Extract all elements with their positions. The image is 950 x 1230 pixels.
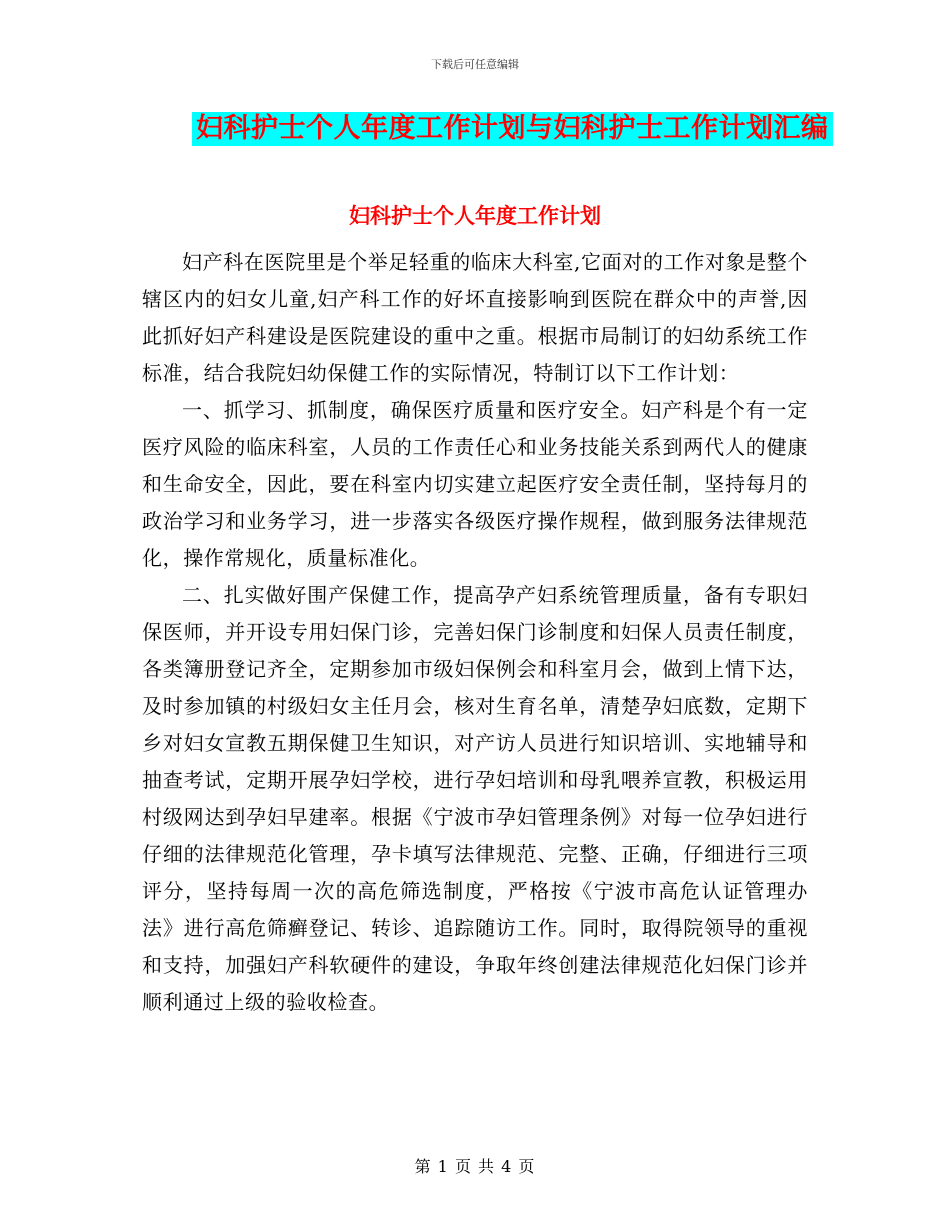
- page-header-note: 下载后可任意编辑: [431, 58, 519, 71]
- paragraph-item-2: 二、扎实做好围产保健工作，提高孕产妇系统管理质量，备有专职妇保医师，并开设专用妇保门诊，完善妇保门诊制度和妇保人员责任制度，各类簿册登记齐全，定期参加市级妇保例会和科室月会，做到上情下达，及时参加镇的村级妇女主任月会，核对生育名单，清楚孕妇底数，定期下乡对妇女宣教五期保健卫生知识，对产访人员进行知识培训、实地辅导和抽查考试，定期开展孕妇学校，进行孕妇培训和母乳喂养宣教，积极运用村级网达到孕妇早建率。根据《宁波市孕妇管理条例》对每一位孕妇进行仔细的法律规范化管理，孕卡填写法律规范、完整、正确，仔细进行三项评分，坚持每周一次的高危筛选制度，严格按《宁波市高危认证管理办法》进行高危筛癣登记、转诊、追踪随访工作。同时，取得院领导的重视和支持，加强妇产科软硬件的建设，争取年终创建法律规范化妇保门诊并顺利通过上级的验收检查。: [142, 583, 808, 1014]
- page-number-footer: 第 1 页 共 4 页: [414, 1157, 536, 1176]
- paragraph-item-1: 一、抓学习、抓制度，确保医疗质量和医疗安全。妇产科是个有一定医疗风险的临床科室，人员的工作责任心和业务技能关系到两代人的健康和生命安全，因此，要在科室内切实建立起医疗安全责任制，坚持每月的政治学习和业务学习，进一步落实各级医疗操作规程，做到服务法律规范化，操作常规化，质量标准化。: [142, 398, 808, 570]
- section-title: 妇科护士个人年度工作计划: [349, 203, 601, 228]
- document-body: [142, 244, 808, 1021]
- paragraph-intro: 妇产科在医院里是个举足轻重的临床大科室,它面对的工作对象是整个辖区内的妇女儿童,妇产科工作的好坏直接影响到医院在群众中的声誉,因此抓好妇产科建设是医院建设的重中之重。根据市局制订的妇幼系统工作标准，结合我院妇幼保健工作的实际情况，特制订以下工作计划：: [142, 250, 808, 385]
- document-main-title: 妇科护士个人年度工作计划与妇科护士工作计划汇编: [192, 112, 833, 146]
